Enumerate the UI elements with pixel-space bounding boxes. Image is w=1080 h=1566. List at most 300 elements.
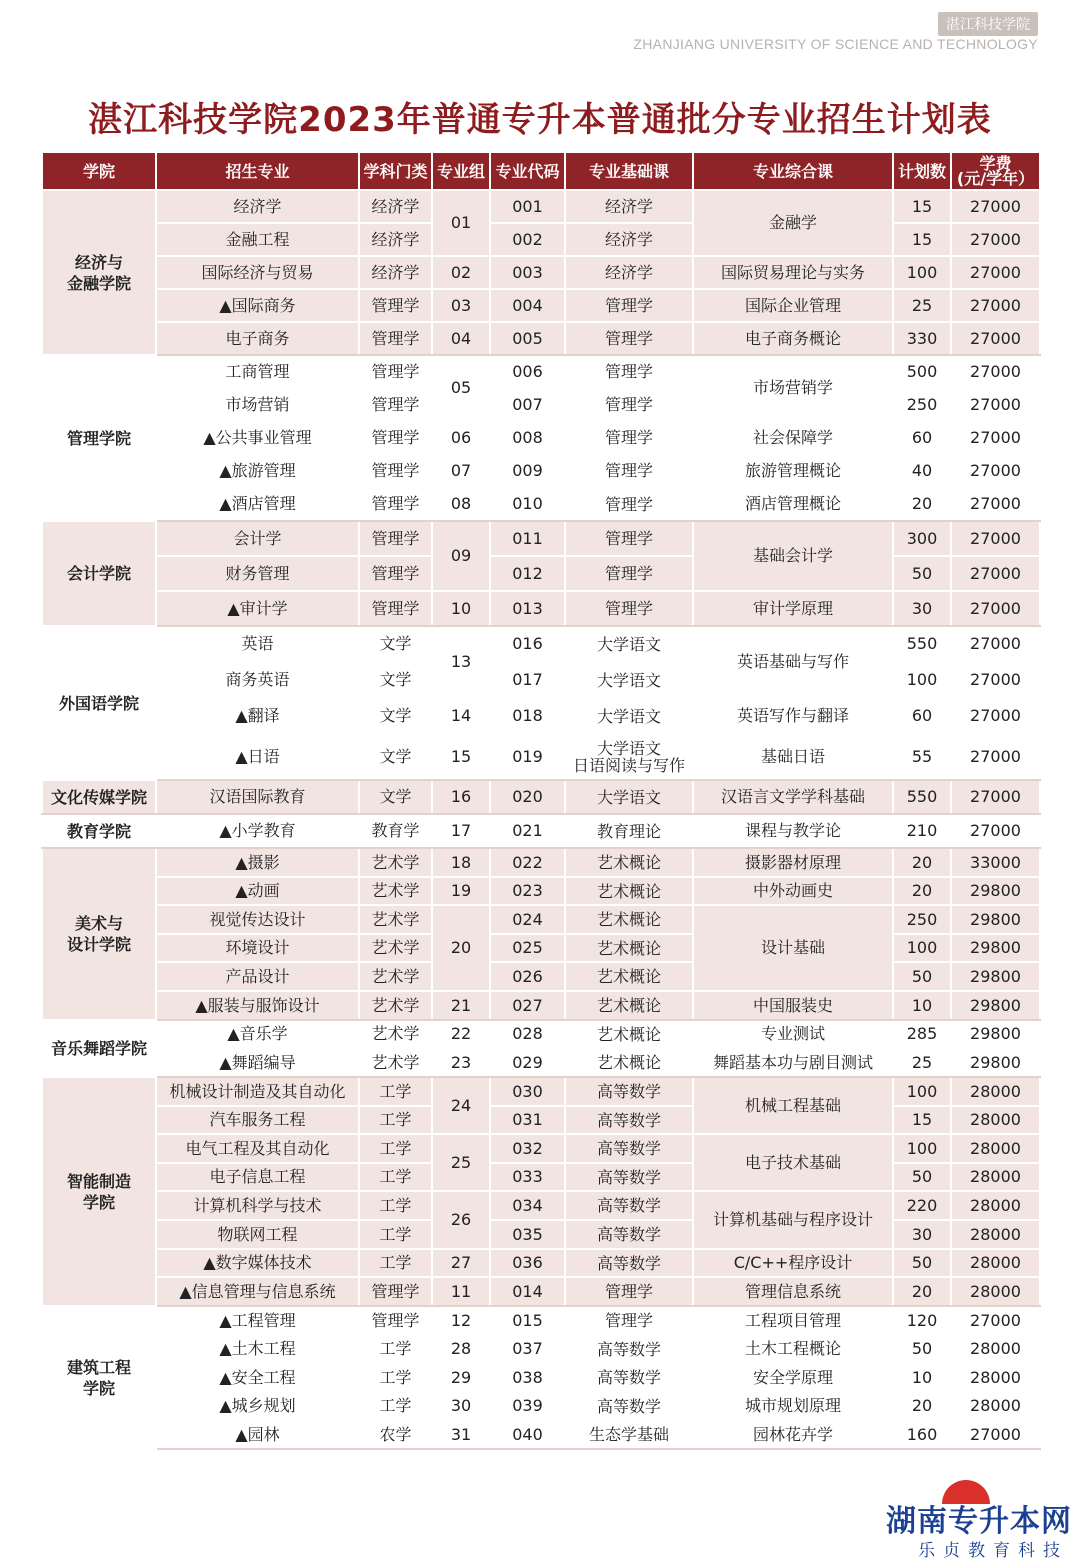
plan-cell: 100 [893, 662, 951, 698]
plan-cell: 30 [893, 1220, 951, 1249]
category-cell: 文学 [359, 780, 432, 814]
major-cell: 会计学 [156, 521, 359, 556]
plan-cell: 50 [893, 1335, 951, 1363]
code-cell: 032 [490, 1134, 565, 1163]
comp-cell: 专业测试 [693, 1020, 893, 1048]
basic-cell: 高等数学 [565, 1134, 693, 1163]
major-cell: 市场营销 [156, 388, 359, 421]
code-cell: 006 [490, 355, 565, 388]
code-cell: 021 [490, 814, 565, 848]
fee-cell: 27000 [951, 388, 1040, 421]
col-header-group: 专业组 [432, 152, 490, 190]
group-cell: 20 [432, 905, 490, 991]
category-cell: 艺术学 [359, 934, 432, 962]
major-cell: ▲公共事业管理 [156, 421, 359, 454]
group-cell: 09 [432, 521, 490, 591]
category-cell: 艺术学 [359, 962, 432, 991]
basic-cell: 大学语文 [565, 780, 693, 814]
fee-cell: 27000 [951, 556, 1040, 591]
plan-cell: 250 [893, 905, 951, 934]
code-cell: 028 [490, 1020, 565, 1048]
comp-cell: 安全学原理 [693, 1363, 893, 1392]
category-cell: 文学 [359, 662, 432, 698]
group-cell: 16 [432, 780, 490, 814]
group-cell: 13 [432, 626, 490, 698]
plan-cell: 550 [893, 780, 951, 814]
basic-cell: 经济学 [565, 256, 693, 289]
fee-cell: 27000 [951, 662, 1040, 698]
code-cell: 036 [490, 1249, 565, 1277]
fee-cell: 33000 [951, 848, 1040, 877]
table-row [42, 1363, 1040, 1392]
table-row [42, 1306, 1040, 1335]
basic-cell: 艺术概论 [565, 1020, 693, 1048]
comp-cell: 国际贸易理论与实务 [693, 256, 893, 289]
category-cell: 管理学 [359, 1277, 432, 1306]
major-cell: ▲酒店管理 [156, 487, 359, 521]
category-cell: 管理学 [359, 421, 432, 454]
plan-cell: 20 [893, 1392, 951, 1420]
code-cell: 029 [490, 1048, 565, 1077]
group-cell: 27 [432, 1249, 490, 1277]
fee-cell: 27000 [951, 521, 1040, 556]
fee-cell: 29800 [951, 1048, 1040, 1077]
category-cell: 工学 [359, 1077, 432, 1106]
fee-cell: 27000 [951, 487, 1040, 521]
plan-cell: 10 [893, 1363, 951, 1392]
group-cell: 28 [432, 1335, 490, 1363]
basic-cell: 高等数学 [565, 1249, 693, 1277]
category-cell: 工学 [359, 1191, 432, 1220]
fee-cell: 27000 [951, 814, 1040, 848]
code-cell: 012 [490, 556, 565, 591]
major-cell: ▲安全工程 [156, 1363, 359, 1392]
plan-cell: 100 [893, 1134, 951, 1163]
table-row [42, 1249, 1040, 1277]
plan-cell: 40 [893, 454, 951, 487]
college-cell: 文化传媒学院 [42, 780, 156, 814]
plan-cell: 30 [893, 591, 951, 626]
basic-cell: 大学语文 [565, 626, 693, 662]
basic-cell: 管理学 [565, 388, 693, 421]
category-cell: 工学 [359, 1220, 432, 1249]
major-cell: ▲信息管理与信息系统 [156, 1277, 359, 1306]
major-cell: ▲城乡规划 [156, 1392, 359, 1420]
group-cell: 01 [432, 190, 490, 256]
comp-cell: C/C++程序设计 [693, 1249, 893, 1277]
plan-cell: 25 [893, 1048, 951, 1077]
basic-cell: 艺术概论 [565, 991, 693, 1020]
table-row [42, 355, 1040, 388]
fee-cell: 28000 [951, 1249, 1040, 1277]
basic-cell: 管理学 [565, 1306, 693, 1335]
major-cell: 电子信息工程 [156, 1163, 359, 1191]
table-row [42, 1048, 1040, 1077]
plan-cell: 50 [893, 1163, 951, 1191]
college-cell: 音乐舞蹈学院 [42, 1020, 156, 1077]
header-english-name: ZHANJIANG UNIVERSITY OF SCIENCE AND TECHNOLOGY [633, 36, 1038, 52]
fee-cell: 28000 [951, 1106, 1040, 1134]
comp-cell: 园林花卉学 [693, 1420, 893, 1449]
fee-cell: 28000 [951, 1335, 1040, 1363]
major-cell: 英语 [156, 626, 359, 662]
fee-cell: 28000 [951, 1363, 1040, 1392]
plan-cell: 55 [893, 734, 951, 780]
major-cell: 物联网工程 [156, 1220, 359, 1249]
code-cell: 011 [490, 521, 565, 556]
comp-cell: 电子技术基础 [693, 1134, 893, 1191]
enrollment-table [41, 151, 1041, 1450]
major-cell: ▲国际商务 [156, 289, 359, 322]
table-row [42, 991, 1040, 1020]
plan-cell: 15 [893, 190, 951, 223]
basic-cell: 教育理论 [565, 814, 693, 848]
code-cell: 002 [490, 223, 565, 256]
plan-cell: 25 [893, 289, 951, 322]
code-cell: 003 [490, 256, 565, 289]
table-row [42, 734, 1040, 780]
group-cell: 04 [432, 322, 490, 355]
basic-cell: 管理学 [565, 355, 693, 388]
fee-cell: 27000 [951, 1420, 1040, 1449]
comp-cell: 中外动画史 [693, 877, 893, 905]
basic-cell: 高等数学 [565, 1106, 693, 1134]
major-cell: 产品设计 [156, 962, 359, 991]
plan-cell: 20 [893, 487, 951, 521]
group-cell: 21 [432, 991, 490, 1020]
college-cell: 美术与 设计学院 [42, 848, 156, 1020]
code-cell: 013 [490, 591, 565, 626]
code-cell: 039 [490, 1392, 565, 1420]
fee-cell: 29800 [951, 991, 1040, 1020]
fee-cell: 27000 [951, 454, 1040, 487]
comp-cell: 计算机基础与程序设计 [693, 1191, 893, 1249]
basic-cell: 管理学 [565, 1277, 693, 1306]
basic-cell: 高等数学 [565, 1077, 693, 1106]
group-cell: 10 [432, 591, 490, 626]
code-cell: 019 [490, 734, 565, 780]
basic-cell: 艺术概论 [565, 905, 693, 934]
plan-cell: 500 [893, 355, 951, 388]
basic-cell: 管理学 [565, 421, 693, 454]
table-row [42, 591, 1040, 626]
code-cell: 014 [490, 1277, 565, 1306]
plan-cell: 50 [893, 556, 951, 591]
code-cell: 018 [490, 698, 565, 734]
category-cell: 文学 [359, 698, 432, 734]
category-cell: 工学 [359, 1249, 432, 1277]
basic-cell: 管理学 [565, 556, 693, 591]
category-cell: 管理学 [359, 355, 432, 388]
fee-cell: 27000 [951, 190, 1040, 223]
table-row [42, 814, 1040, 848]
code-cell: 033 [490, 1163, 565, 1191]
major-cell: ▲音乐学 [156, 1020, 359, 1048]
comp-cell: 基础会计学 [693, 521, 893, 591]
code-cell: 008 [490, 421, 565, 454]
plan-cell: 10 [893, 991, 951, 1020]
major-cell: 金融工程 [156, 223, 359, 256]
category-cell: 工学 [359, 1335, 432, 1363]
table-row [42, 905, 1040, 934]
group-cell: 15 [432, 734, 490, 780]
category-cell: 经济学 [359, 223, 432, 256]
table-row [42, 1420, 1040, 1449]
category-cell: 文学 [359, 626, 432, 662]
category-cell: 经济学 [359, 190, 432, 223]
code-cell: 025 [490, 934, 565, 962]
comp-cell: 旅游管理概论 [693, 454, 893, 487]
code-cell: 038 [490, 1363, 565, 1392]
category-cell: 管理学 [359, 591, 432, 626]
table-row [42, 848, 1040, 877]
group-cell: 12 [432, 1306, 490, 1335]
comp-cell: 课程与教学论 [693, 814, 893, 848]
comp-cell: 审计学原理 [693, 591, 893, 626]
category-cell: 工学 [359, 1134, 432, 1163]
fee-cell: 27000 [951, 591, 1040, 626]
table-row [42, 1134, 1040, 1163]
col-header-code: 专业代码 [490, 152, 565, 190]
major-cell: ▲摄影 [156, 848, 359, 877]
group-cell: 07 [432, 454, 490, 487]
basic-cell: 高等数学 [565, 1191, 693, 1220]
basic-cell: 艺术概论 [565, 962, 693, 991]
comp-cell: 土木工程概论 [693, 1335, 893, 1363]
code-cell: 040 [490, 1420, 565, 1449]
category-cell: 文学 [359, 734, 432, 780]
group-cell: 17 [432, 814, 490, 848]
plan-cell: 100 [893, 256, 951, 289]
code-cell: 035 [490, 1220, 565, 1249]
fee-cell: 27000 [951, 698, 1040, 734]
basic-cell: 高等数学 [565, 1392, 693, 1420]
table-row [42, 1020, 1040, 1048]
category-cell: 管理学 [359, 388, 432, 421]
category-cell: 艺术学 [359, 1048, 432, 1077]
fee-cell: 28000 [951, 1277, 1040, 1306]
college-cell: 经济与 金融学院 [42, 190, 156, 355]
table-row [42, 698, 1040, 734]
basic-cell: 管理学 [565, 454, 693, 487]
table-row [42, 487, 1040, 521]
plan-cell: 250 [893, 388, 951, 421]
table-row [42, 521, 1040, 556]
comp-cell: 金融学 [693, 190, 893, 256]
college-cell: 建筑工程 学院 [42, 1306, 156, 1449]
table-row [42, 1392, 1040, 1420]
plan-cell: 550 [893, 626, 951, 662]
comp-cell: 机械工程基础 [693, 1077, 893, 1134]
major-cell: 计算机科学与技术 [156, 1191, 359, 1220]
fee-cell: 28000 [951, 1134, 1040, 1163]
comp-cell: 国际企业管理 [693, 289, 893, 322]
col-header-fee [951, 152, 1040, 190]
col-header-basic-course: 专业基础课 [565, 152, 693, 190]
plan-cell: 330 [893, 322, 951, 355]
footer-logo [882, 1486, 1072, 1562]
group-cell: 18 [432, 848, 490, 877]
category-cell: 工学 [359, 1106, 432, 1134]
group-cell: 23 [432, 1048, 490, 1077]
code-cell: 009 [490, 454, 565, 487]
basic-cell: 艺术概论 [565, 848, 693, 877]
plan-cell: 50 [893, 962, 951, 991]
group-cell: 25 [432, 1134, 490, 1191]
group-cell: 29 [432, 1363, 490, 1392]
table-header-row [42, 152, 1040, 190]
table-row [42, 454, 1040, 487]
plan-cell: 20 [893, 848, 951, 877]
category-cell: 工学 [359, 1392, 432, 1420]
category-cell: 农学 [359, 1420, 432, 1449]
category-cell: 管理学 [359, 521, 432, 556]
basic-cell: 大学语文 [565, 698, 693, 734]
plan-cell: 60 [893, 698, 951, 734]
code-cell: 020 [490, 780, 565, 814]
fee-header-text: 学费 (元/学年） [956, 154, 1035, 188]
group-cell: 08 [432, 487, 490, 521]
code-cell: 015 [490, 1306, 565, 1335]
major-cell: ▲土木工程 [156, 1335, 359, 1363]
basic-cell: 管理学 [565, 322, 693, 355]
fee-cell: 28000 [951, 1077, 1040, 1106]
code-cell: 001 [490, 190, 565, 223]
fee-cell: 29800 [951, 934, 1040, 962]
plan-cell: 50 [893, 1249, 951, 1277]
table-row [42, 256, 1040, 289]
plan-cell: 60 [893, 421, 951, 454]
plan-cell: 100 [893, 1077, 951, 1106]
major-cell: ▲翻译 [156, 698, 359, 734]
table-row [42, 1191, 1040, 1220]
col-header-comprehensive-course: 专业综合课 [693, 152, 893, 190]
basic-cell: 管理学 [565, 521, 693, 556]
basic-cell: 大学语文 [565, 662, 693, 698]
group-cell: 03 [432, 289, 490, 322]
table-row [42, 322, 1040, 355]
code-cell: 031 [490, 1106, 565, 1134]
basic-cell: 管理学 [565, 487, 693, 521]
code-cell: 026 [490, 962, 565, 991]
table-row [42, 626, 1040, 662]
page-title: 湛江科技学院2023年普通专升本普通批分专业招生计划表 [88, 100, 992, 140]
plan-cell: 20 [893, 1277, 951, 1306]
group-cell: 26 [432, 1191, 490, 1249]
major-cell: 汽车服务工程 [156, 1106, 359, 1134]
fee-cell: 27000 [951, 780, 1040, 814]
comp-cell: 管理信息系统 [693, 1277, 893, 1306]
code-cell: 016 [490, 626, 565, 662]
fee-cell: 29800 [951, 962, 1040, 991]
group-cell: 31 [432, 1420, 490, 1449]
category-cell: 艺术学 [359, 1020, 432, 1048]
code-cell: 022 [490, 848, 565, 877]
category-cell: 管理学 [359, 487, 432, 521]
major-cell: 经济学 [156, 190, 359, 223]
group-cell: 24 [432, 1077, 490, 1134]
code-cell: 005 [490, 322, 565, 355]
comp-cell: 社会保障学 [693, 421, 893, 454]
fee-cell: 27000 [951, 355, 1040, 388]
major-cell: 机械设计制造及其自动化 [156, 1077, 359, 1106]
category-cell: 管理学 [359, 1306, 432, 1335]
group-cell: 05 [432, 355, 490, 421]
basic-cell: 管理学 [565, 289, 693, 322]
plan-cell: 210 [893, 814, 951, 848]
comp-cell: 中国服装史 [693, 991, 893, 1020]
col-header-college: 学院 [42, 152, 156, 190]
category-cell: 管理学 [359, 322, 432, 355]
category-cell: 工学 [359, 1363, 432, 1392]
major-cell: ▲动画 [156, 877, 359, 905]
basic-cell: 大学语文 日语阅读与写作 [565, 734, 693, 780]
logo-tagline: 乐贞教育科技 [918, 1541, 1068, 1561]
fee-cell: 27000 [951, 289, 1040, 322]
comp-cell: 摄影器材原理 [693, 848, 893, 877]
major-cell: 汉语国际教育 [156, 780, 359, 814]
major-cell: ▲旅游管理 [156, 454, 359, 487]
college-cell: 管理学院 [42, 355, 156, 521]
college-cell: 会计学院 [42, 521, 156, 626]
plan-cell: 100 [893, 934, 951, 962]
comp-cell: 英语基础与写作 [693, 626, 893, 698]
header-badge: 湛江科技学院 [938, 12, 1038, 36]
comp-cell: 舞蹈基本功与剧目测试 [693, 1048, 893, 1077]
fee-cell: 27000 [951, 223, 1040, 256]
fee-cell: 28000 [951, 1191, 1040, 1220]
major-cell: 视觉传达设计 [156, 905, 359, 934]
comp-cell: 酒店管理概论 [693, 487, 893, 521]
fee-cell: 28000 [951, 1163, 1040, 1191]
major-cell: ▲服装与服饰设计 [156, 991, 359, 1020]
table-row [42, 1277, 1040, 1306]
plan-cell: 120 [893, 1306, 951, 1335]
group-cell: 02 [432, 256, 490, 289]
category-cell: 经济学 [359, 256, 432, 289]
code-cell: 004 [490, 289, 565, 322]
table-row [42, 877, 1040, 905]
comp-cell: 基础日语 [693, 734, 893, 780]
col-header-category: 学科门类 [359, 152, 432, 190]
code-cell: 027 [490, 991, 565, 1020]
code-cell: 017 [490, 662, 565, 698]
basic-cell: 经济学 [565, 223, 693, 256]
basic-cell: 高等数学 [565, 1363, 693, 1392]
category-cell: 艺术学 [359, 905, 432, 934]
code-cell: 037 [490, 1335, 565, 1363]
college-cell: 教育学院 [42, 814, 156, 848]
plan-cell: 220 [893, 1191, 951, 1220]
category-cell: 管理学 [359, 556, 432, 591]
major-cell: 商务英语 [156, 662, 359, 698]
code-cell: 023 [490, 877, 565, 905]
category-cell: 艺术学 [359, 877, 432, 905]
col-header-major: 招生专业 [156, 152, 359, 190]
basic-cell: 艺术概论 [565, 877, 693, 905]
major-cell: ▲日语 [156, 734, 359, 780]
table-row [42, 421, 1040, 454]
basic-cell: 高等数学 [565, 1335, 693, 1363]
code-cell: 010 [490, 487, 565, 521]
category-cell: 管理学 [359, 289, 432, 322]
plan-cell: 285 [893, 1020, 951, 1048]
col-header-plan: 计划数 [893, 152, 951, 190]
comp-cell: 设计基础 [693, 905, 893, 991]
major-cell: 环境设计 [156, 934, 359, 962]
comp-cell: 英语写作与翻译 [693, 698, 893, 734]
plan-cell: 15 [893, 223, 951, 256]
